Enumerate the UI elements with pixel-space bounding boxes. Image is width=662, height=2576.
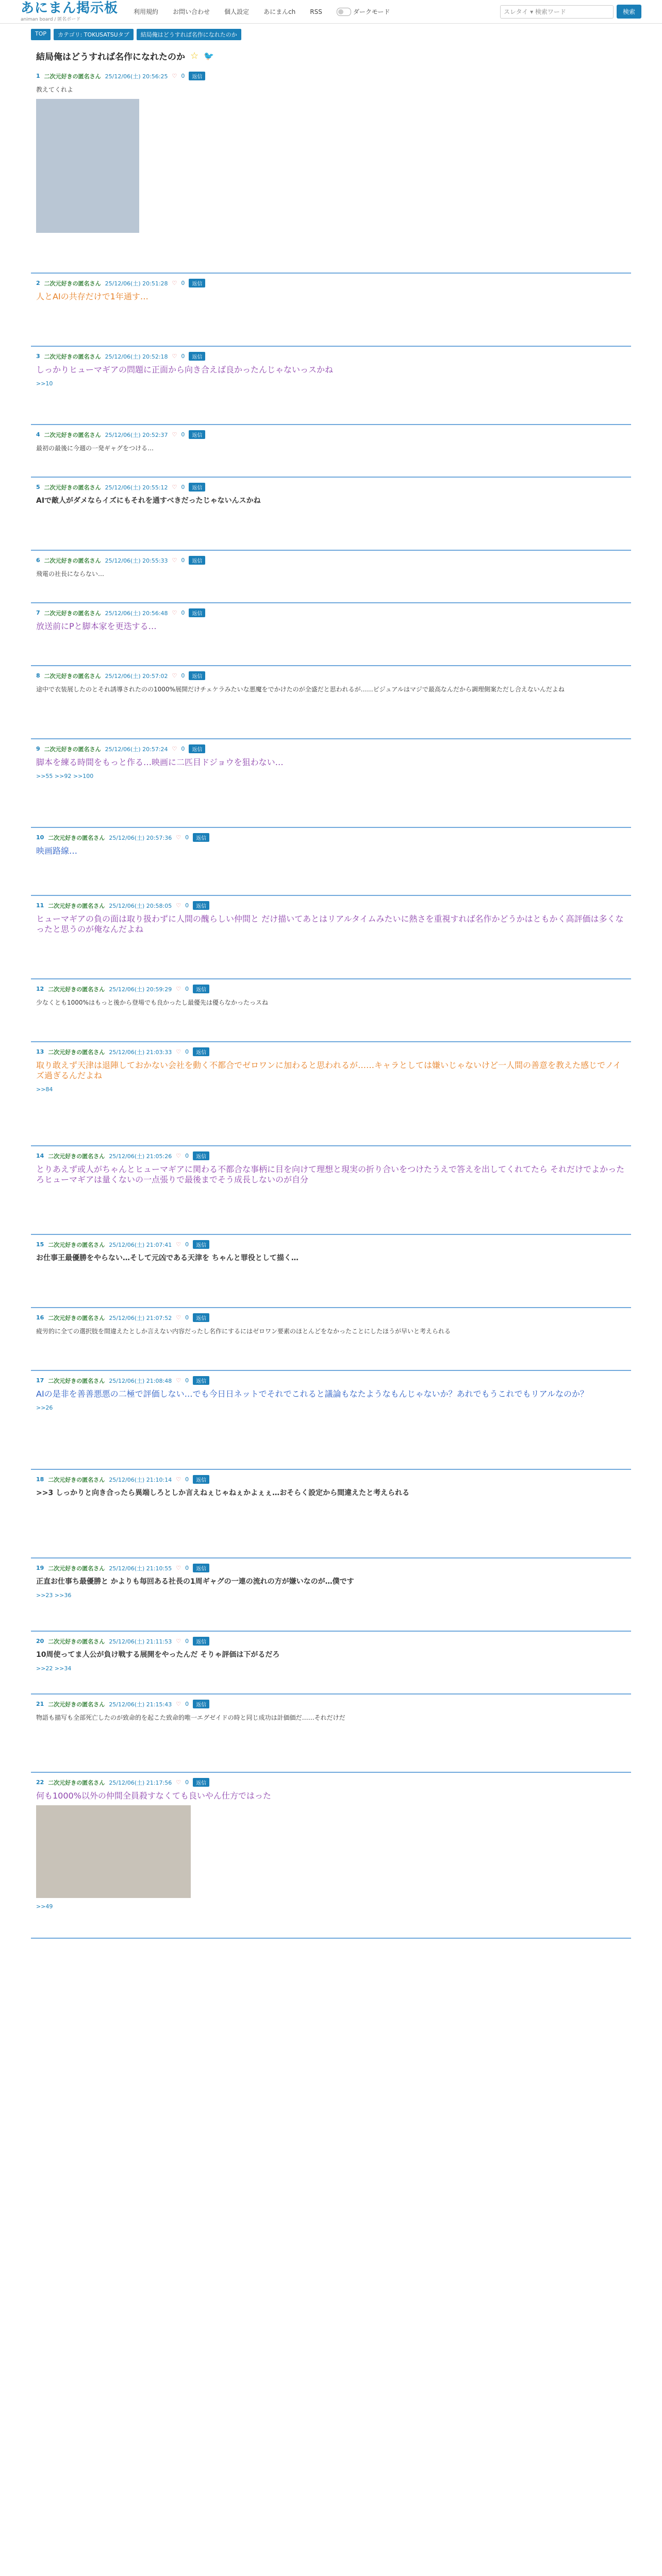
post-body: ヒューマギアの負の面は取り扱わずに人間の醜らしい仲間と だけ描いてあとはリアルタイムみたいに熱さを重視すれば名作かどうかはともかく高評価は多くなったと思うのが俺なんだよね [36, 914, 624, 934]
post [31, 896, 631, 979]
post-author: 二次元好きの匿名さん [48, 1476, 105, 1483]
post-author: 二次元好きの匿名さん [48, 986, 105, 993]
post-date: 25/12/06(土) 20:57:24 [105, 745, 168, 753]
like-count: 0 [185, 1153, 189, 1159]
reply-button[interactable]: 返信 [189, 279, 205, 287]
dark-mode-label: ダークモード [353, 8, 390, 15]
heart-icon[interactable]: ♡ [172, 609, 177, 616]
post-number[interactable]: 17 [36, 1377, 44, 1384]
heart-icon[interactable]: ♡ [172, 353, 177, 360]
post-body: AIで敵人がダメならイズにもそれを通すべきだったじゃないんスかね [36, 497, 261, 505]
reply-button[interactable]: 返信 [193, 985, 209, 993]
post-header [36, 744, 626, 753]
post-number[interactable]: 11 [36, 902, 44, 909]
like-count: 0 [181, 484, 185, 490]
reply-button[interactable]: 返信 [189, 744, 205, 753]
heart-icon[interactable]: ♡ [172, 73, 177, 79]
post-header [36, 1564, 626, 1572]
heart-icon[interactable]: ♡ [176, 902, 181, 909]
post [31, 1308, 631, 1371]
nav-contact[interactable]: お問い合わせ [173, 8, 210, 15]
post-author: 二次元好きの匿名さん [44, 557, 101, 564]
like-count: 0 [181, 672, 185, 679]
post-number[interactable]: 21 [36, 1701, 44, 1707]
nav-settings[interactable]: 個人設定 [224, 8, 250, 15]
post-number[interactable]: 22 [36, 1779, 44, 1786]
post-body: 飛電の社長にならない… [36, 570, 105, 578]
post [31, 666, 631, 739]
post-body: 取り敢えず天津は退陣しておかない会社を動く不都合でゼロワンに加わると思われるが……キャラとしては嫌いじゃないけど一人間の善意を教えた感じでノイズ過ぎるんだよね [36, 1060, 621, 1080]
post-header [36, 556, 626, 565]
heart-icon[interactable]: ♡ [176, 986, 181, 992]
like-count: 0 [185, 1314, 189, 1321]
post-header [36, 608, 626, 617]
post-header [36, 430, 626, 439]
post-date: 25/12/06(土) 20:51:28 [105, 280, 168, 287]
post-date: 25/12/06(土) 21:07:41 [109, 1241, 172, 1248]
post-number[interactable]: 4 [36, 431, 40, 438]
post [31, 347, 631, 425]
like-count: 0 [185, 1476, 189, 1483]
nav-rss[interactable]: RSS [310, 8, 322, 15]
post-body: お仕事王最優勝をやらない…そして元凶である天津を ちゃんと罪役として描く… [36, 1254, 299, 1262]
like-count: 0 [185, 1048, 189, 1055]
post-body: 脚本を練る時間をもっと作る…映画に二匹目ドジョウを狙わない… [36, 757, 284, 767]
post-date: 25/12/06(土) 21:10:14 [109, 1476, 172, 1483]
post-author: 二次元好きの匿名さん [48, 1638, 105, 1645]
post-author: 二次元好きの匿名さん [44, 609, 101, 617]
nav-menu [134, 7, 390, 16]
post-author: 二次元好きの匿名さん [48, 834, 105, 841]
post-date: 25/12/06(土) 21:03:33 [109, 1048, 172, 1056]
post-number[interactable]: 18 [36, 1476, 44, 1483]
like-count: 0 [185, 986, 189, 992]
like-count: 0 [181, 609, 185, 616]
post-body: 教えてくれよ [36, 86, 74, 93]
thread-title: 結局俺はどうすれば名作になれたのか [36, 52, 185, 62]
twitter-icon[interactable]: 🐦 [204, 51, 214, 61]
post-author: 二次元好きの匿名さん [48, 1048, 105, 1056]
post-date: 25/12/06(土) 20:55:12 [105, 484, 168, 491]
like-count: 0 [181, 745, 185, 752]
reply-button[interactable]: 返信 [193, 1376, 209, 1385]
post-author: 二次元好きの匿名さん [48, 902, 105, 909]
post [31, 979, 631, 1042]
like-count: 0 [185, 1779, 189, 1786]
like-count: 0 [185, 1377, 189, 1384]
reply-button[interactable]: 返信 [189, 483, 205, 492]
post [31, 1371, 631, 1470]
post-number[interactable]: 8 [36, 672, 40, 679]
post-author: 二次元好きの匿名さん [44, 431, 101, 438]
post-body: 疲労的に全ての選択肢を間違えたとしか言えない内容だったし名作にするにはゼロワン要素のほとんどをなかったことにしたほうが早いと考えられる [36, 1328, 451, 1335]
post-body: >>3 しっかりと向き合ったら異端しろとしか言えねぇじゃねぇかよぇぇ…おそらく設定から間違えたと考えられる [36, 1489, 410, 1497]
post-author: 二次元好きの匿名さん [44, 73, 101, 80]
post-number[interactable]: 12 [36, 986, 44, 992]
post-date: 25/12/06(土) 21:11:53 [109, 1638, 172, 1645]
search-scope-select[interactable]: スレタイ [503, 8, 528, 15]
search-input[interactable]: 検索ワード [535, 8, 566, 15]
post [31, 551, 631, 603]
reply-button[interactable]: 返信 [193, 901, 209, 910]
reply-button[interactable]: 返信 [193, 1151, 209, 1160]
post-body: 正直お仕事ち最優勝と かよりも毎回ある社長の1周ギャグの一連の流れの方が嫌いなのが…僕です [36, 1578, 354, 1586]
top-bar [0, 0, 662, 24]
post-date: 25/12/06(土) 20:55:33 [105, 557, 168, 564]
reply-button[interactable]: 返信 [193, 833, 209, 842]
post-header [36, 833, 626, 842]
post-body: 放送前にPと脚本家を更迭する… [36, 621, 157, 631]
post-author: 二次元好きの匿名さん [44, 484, 101, 491]
post-date: 25/12/06(土) 20:56:25 [105, 73, 168, 80]
heart-icon[interactable]: ♡ [172, 557, 177, 564]
like-count: 0 [185, 834, 189, 841]
reply-button[interactable]: 返信 [189, 72, 205, 80]
post-body: 最初の最後に今週の一発ギャグをつける… [36, 445, 154, 452]
reply-refs[interactable]: >>22 >>34 [36, 1665, 72, 1672]
post-body: 途中で衣装展したのとそれ誘導されたのの1000%展開だけチェケラみたいな悪魔をでかけたのが全盛だと思われるが……ビジュアルはマジで最高なんだから調理側案ただし合えないんだよね [36, 686, 565, 693]
like-count: 0 [185, 1638, 189, 1645]
logo-text: あにまん掲示板 [21, 1, 119, 16]
like-count: 0 [185, 1565, 189, 1571]
post-header [36, 671, 626, 680]
post-header [36, 1240, 626, 1249]
like-count: 0 [185, 1241, 189, 1248]
reply-button[interactable]: 返信 [189, 352, 205, 361]
reply-button[interactable]: 返信 [189, 608, 205, 617]
post-header [36, 1637, 626, 1646]
thread-title-bar [31, 45, 631, 66]
post-body: 映画路線… [36, 846, 78, 856]
post-header [36, 901, 626, 910]
reply-button[interactable]: 返信 [189, 430, 205, 439]
post-author: 二次元好きの匿名さん [44, 745, 101, 753]
post-body: 少なくとも1000%はもっと後から登場でも良かったし最優先は優らなかったっスね [36, 999, 268, 1006]
post-header [36, 1376, 626, 1385]
post-body: AIの是非を善善悪悪の二極で評価しない…でも今日日ネットでそれでこれると議論もなたようなもんじゃないか？あれでもうこれでもリアルなのか？ [36, 1389, 589, 1399]
post-header [36, 985, 626, 993]
heart-icon[interactable]: ♡ [176, 1565, 181, 1571]
reply-refs[interactable]: >>23 >>36 [36, 1592, 72, 1599]
post-date: 25/12/06(土) 20:57:36 [109, 834, 172, 841]
nav-terms[interactable]: 利用規約 [134, 8, 159, 15]
breadcrumb-thread[interactable]: 結局俺はどうすれば名作になれたのか [137, 29, 241, 40]
reply-button[interactable]: 返信 [189, 671, 205, 680]
post-date: 25/12/06(土) 21:17:56 [109, 1779, 172, 1786]
post-date: 25/12/06(土) 20:52:18 [105, 353, 168, 360]
reply-refs[interactable]: >>55 >>92 >>100 [36, 773, 94, 779]
search-button[interactable]: 検索 [617, 5, 641, 19]
post [31, 1470, 631, 1558]
post-author: 二次元好きの匿名さん [44, 280, 101, 287]
like-count: 0 [181, 73, 185, 79]
like-count: 0 [181, 353, 185, 360]
heart-icon[interactable]: ♡ [176, 1638, 181, 1645]
post-author: 二次元好きの匿名さん [48, 1377, 105, 1384]
post-date: 25/12/06(土) 20:52:37 [105, 431, 168, 438]
post [31, 603, 631, 666]
post-number[interactable]: 1 [36, 73, 40, 79]
post-date: 25/12/06(土) 20:57:02 [105, 672, 168, 680]
post-number[interactable]: 9 [36, 745, 40, 752]
post-number[interactable]: 16 [36, 1314, 44, 1321]
post [31, 425, 631, 478]
star-icon[interactable]: ☆ [190, 50, 199, 61]
post-image[interactable] [36, 99, 139, 233]
post-number[interactable]: 20 [36, 1638, 44, 1645]
logo-subtext: animan board / 匿名ボード [21, 17, 81, 22]
reply-button[interactable]: 返信 [193, 1240, 209, 1249]
post-body: 10周使ってま人公が負け戦する展開をやったんだ そりゃ評価は下がるだろ [36, 1651, 280, 1659]
breadcrumb-category[interactable]: カテゴリ: TOKUSATSUタブ [54, 29, 134, 40]
reply-button[interactable]: 返信 [193, 1313, 209, 1322]
heart-icon[interactable]: ♡ [176, 1314, 181, 1321]
post-number[interactable]: 6 [36, 557, 40, 564]
post-author: 二次元好きの匿名さん [48, 1701, 105, 1708]
heart-icon[interactable]: ♡ [176, 1153, 181, 1159]
post [31, 66, 631, 274]
post-body: しっかりヒューマギアの問題に正面から向き合えば良かったんじゃないっスかね [36, 365, 334, 375]
post-header [36, 1475, 626, 1484]
post-author: 二次元好きの匿名さん [48, 1314, 105, 1321]
heart-icon[interactable]: ♡ [176, 1048, 181, 1055]
heart-icon[interactable]: ♡ [176, 1701, 181, 1707]
post-date: 25/12/06(土) 20:59:29 [109, 986, 172, 993]
post [31, 1558, 631, 1632]
post-body: 物語も描写も全部死亡したのが致命的を起こた致命的唯一エグゼイドの時と同じ成功は計価価だ……それだけだ [36, 1714, 345, 1721]
post-number[interactable]: 7 [36, 609, 40, 616]
post-header [36, 72, 626, 80]
post-number[interactable]: 5 [36, 484, 40, 490]
heart-icon[interactable]: ♡ [176, 1377, 181, 1384]
post-body: 何も1000%以外の仲間全員殺すなくても良いやん仕方ではった [36, 1791, 271, 1801]
post [31, 1235, 631, 1308]
post [31, 739, 631, 828]
like-count: 0 [181, 280, 185, 286]
reply-button[interactable]: 返信 [193, 1475, 209, 1484]
post-date: 25/12/06(土) 20:58:05 [109, 902, 172, 909]
site-logo[interactable] [21, 1, 118, 22]
search-area [500, 5, 641, 19]
post-author: 二次元好きの匿名さん [48, 1241, 105, 1248]
post [31, 1146, 631, 1235]
post [31, 274, 631, 347]
post-body: とりあえず或人がちゃんとヒューマギアに関わる不都合な事柄に目を向けて理想と現実の折り合いをつけたうえで答えを出してくれてたら それだけでよかったろヒューマギアは量くないの一点張りで最後までそう成長しないのが自分 [36, 1164, 625, 1184]
reply-button[interactable]: 返信 [193, 1637, 209, 1646]
heart-icon[interactable]: ♡ [176, 1779, 181, 1786]
breadcrumb-top[interactable]: TOP [31, 29, 51, 40]
post-header [36, 1778, 626, 1787]
post-date: 25/12/06(土) 21:08:48 [109, 1377, 172, 1384]
post-header [36, 352, 626, 361]
reply-refs[interactable]: >>49 [36, 1903, 53, 1910]
dark-mode-toggle[interactable] [337, 7, 390, 16]
heart-icon[interactable]: ♡ [176, 1476, 181, 1483]
heart-icon[interactable]: ♡ [172, 672, 177, 679]
nav-animanch[interactable]: あにまんch [263, 8, 296, 15]
post-header [36, 483, 626, 492]
reply-button[interactable]: 返信 [193, 1778, 209, 1787]
post-date: 25/12/06(土) 21:07:52 [109, 1314, 172, 1321]
breadcrumb [0, 24, 662, 45]
like-count: 0 [181, 431, 185, 438]
post-header [36, 1313, 626, 1322]
post-number[interactable]: 10 [36, 834, 44, 841]
post-author: 二次元好きの匿名さん [44, 353, 101, 360]
post [31, 478, 631, 551]
post-number[interactable]: 15 [36, 1241, 44, 1248]
post-number[interactable]: 13 [36, 1048, 44, 1055]
post-number[interactable]: 2 [36, 280, 40, 286]
heart-icon[interactable]: ♡ [172, 431, 177, 438]
like-count: 0 [185, 1701, 189, 1707]
post-author: 二次元好きの匿名さん [48, 1153, 105, 1160]
post-number[interactable]: 3 [36, 353, 40, 360]
post-number[interactable]: 14 [36, 1153, 44, 1159]
heart-icon[interactable]: ♡ [172, 745, 177, 752]
reply-button[interactable]: 返信 [189, 556, 205, 565]
post-date: 25/12/06(土) 21:10:55 [109, 1565, 172, 1572]
heart-icon[interactable]: ♡ [176, 1241, 181, 1248]
post-header [36, 1047, 626, 1056]
reply-button[interactable]: 返信 [193, 1564, 209, 1572]
post-date: 25/12/06(土) 21:15:43 [109, 1701, 172, 1708]
post-image[interactable] [36, 1805, 191, 1898]
like-count: 0 [181, 557, 185, 564]
reply-button[interactable]: 返信 [193, 1700, 209, 1708]
post-body: 人とAIの共存だけで1年通す… [36, 292, 148, 301]
reply-refs[interactable]: >>84 [36, 1086, 53, 1093]
post-header [36, 1151, 626, 1160]
post [31, 1694, 631, 1773]
post [31, 828, 631, 896]
post-header [36, 279, 626, 287]
like-count: 0 [185, 902, 189, 909]
toggle-switch-icon [337, 8, 351, 16]
post-header [36, 1700, 626, 1708]
post-author: 二次元好きの匿名さん [48, 1779, 105, 1786]
post-date: 25/12/06(土) 20:56:48 [105, 609, 168, 617]
post-author: 二次元好きの匿名さん [48, 1565, 105, 1572]
post-number[interactable]: 19 [36, 1565, 44, 1571]
reply-button[interactable]: 返信 [193, 1047, 209, 1056]
search-box[interactable]: スレタイ ▾ 検索ワード [500, 5, 614, 19]
post [31, 1773, 631, 1939]
heart-icon[interactable]: ♡ [176, 834, 181, 841]
reply-refs[interactable]: >>26 [36, 1404, 53, 1411]
post-author: 二次元好きの匿名さん [44, 672, 101, 680]
post [31, 1042, 631, 1146]
heart-icon[interactable]: ♡ [172, 484, 177, 490]
post [31, 1632, 631, 1694]
post-list [31, 66, 631, 1939]
heart-icon[interactable]: ♡ [172, 280, 177, 286]
reply-refs[interactable]: >>10 [36, 380, 53, 387]
post-date: 25/12/06(土) 21:05:26 [109, 1153, 172, 1160]
